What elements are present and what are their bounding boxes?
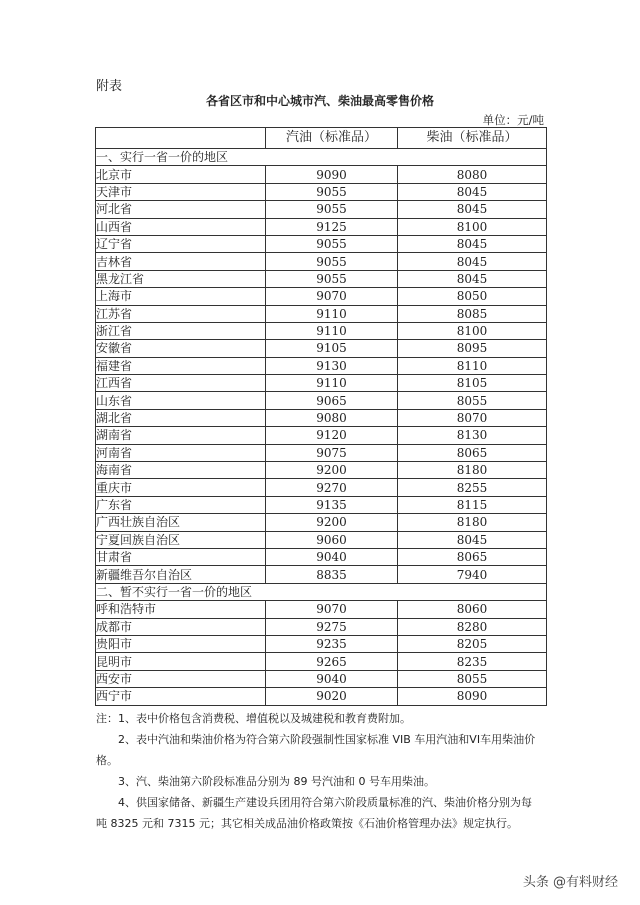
note-1: 注：1、表中价格包含消费税、增值税以及城建税和教育费附加。 — [96, 712, 411, 725]
diesel-price-cell: 8045 — [398, 201, 547, 218]
region-name-cell: 北京市 — [96, 166, 266, 183]
region-name-cell: 西安市 — [96, 670, 266, 687]
page-title: 各省区市和中心城市汽、柴油最高零售价格 — [205, 94, 434, 108]
table-row — [96, 253, 547, 270]
table-row — [96, 688, 547, 705]
diesel-price-cell: 8180 — [398, 514, 547, 531]
diesel-price-cell: 8235 — [398, 653, 547, 670]
gasoline-price-cell: 9070 — [266, 288, 398, 305]
table-row — [96, 201, 547, 218]
diesel-price-cell: 8130 — [398, 427, 547, 444]
diesel-price-cell: 8065 — [398, 548, 547, 565]
diesel-price-cell: 8070 — [398, 409, 547, 426]
section-row — [96, 583, 547, 600]
gasoline-price-cell: 9060 — [266, 531, 398, 548]
table-row — [96, 444, 547, 461]
table-row — [96, 375, 547, 392]
region-name-cell: 新疆维吾尔自治区 — [96, 566, 266, 583]
diesel-price-cell: 8115 — [398, 496, 547, 513]
region-name-cell: 海南省 — [96, 462, 266, 479]
gasoline-price-cell: 9105 — [266, 340, 398, 357]
region-name-cell: 上海市 — [96, 288, 266, 305]
region-name-cell: 广西壮族自治区 — [96, 514, 266, 531]
region-name-cell: 湖北省 — [96, 409, 266, 426]
diesel-price-cell: 8255 — [398, 479, 547, 496]
diesel-price-cell: 8090 — [398, 688, 547, 705]
gasoline-price-cell: 9125 — [266, 218, 398, 235]
table-row — [96, 409, 547, 426]
table-row — [96, 322, 547, 339]
gasoline-price-cell: 9070 — [266, 601, 398, 618]
table-row — [96, 305, 547, 322]
table-row — [96, 566, 547, 583]
diesel-price-cell: 8100 — [398, 322, 547, 339]
gasoline-price-cell: 9200 — [266, 462, 398, 479]
note-3: 3、汽、柴油第六阶段标准品分别为 89 号汽油和 0 号车用柴油。 — [118, 775, 435, 788]
region-name-cell: 呼和浩特市 — [96, 601, 266, 618]
table-row — [96, 670, 547, 687]
gasoline-price-cell: 9055 — [266, 270, 398, 287]
diesel-price-cell: 8050 — [398, 288, 547, 305]
table-row — [96, 635, 547, 652]
region-name-cell: 辽宁省 — [96, 235, 266, 252]
gasoline-price-cell: 9135 — [266, 496, 398, 513]
diesel-price-cell: 8095 — [398, 340, 547, 357]
table-row — [96, 618, 547, 635]
table-row — [96, 479, 547, 496]
diesel-price-cell: 8180 — [398, 462, 547, 479]
table-row — [96, 183, 547, 200]
diesel-price-cell: 8055 — [398, 670, 547, 687]
gasoline-price-cell: 9075 — [266, 444, 398, 461]
gasoline-price-cell: 9270 — [266, 479, 398, 496]
diesel-price-cell: 8065 — [398, 444, 547, 461]
appendix-label: 附表 — [96, 79, 123, 94]
region-name-cell: 江苏省 — [96, 305, 266, 322]
unit-label: 单位：元/吨 — [482, 113, 544, 127]
diesel-price-cell: 8080 — [398, 166, 547, 183]
diesel-price-cell: 8105 — [398, 375, 547, 392]
diesel-price-cell: 8110 — [398, 357, 547, 374]
diesel-price-cell: 8100 — [398, 218, 547, 235]
region-name-cell: 山西省 — [96, 218, 266, 235]
note-2-continued: 格。 — [96, 754, 118, 767]
gasoline-price-cell: 9040 — [266, 670, 398, 687]
table-row — [96, 653, 547, 670]
region-name-cell: 河南省 — [96, 444, 266, 461]
note-4: 4、供国家储备、新疆生产建设兵团用符合第六阶段质量标准的汽、柴油价格分别为每 — [118, 796, 532, 809]
diesel-price-cell: 8045 — [398, 531, 547, 548]
table-row — [96, 427, 547, 444]
note-4-continued: 吨 8325 元和 7315 元；其它相关成品油价格政策按《石油价格管理办法》规定执行。 — [96, 817, 518, 830]
region-name-cell: 黑龙江省 — [96, 270, 266, 287]
table-row — [96, 340, 547, 357]
watermark: 头条 @有料财经 — [522, 875, 618, 890]
table-row — [96, 601, 547, 618]
diesel-price-cell: 8205 — [398, 635, 547, 652]
table-row — [96, 357, 547, 374]
gasoline-price-cell: 9090 — [266, 166, 398, 183]
region-name-cell: 成都市 — [96, 618, 266, 635]
region-name-cell: 浙江省 — [96, 322, 266, 339]
diesel-price-cell: 8280 — [398, 618, 547, 635]
gasoline-price-cell: 9235 — [266, 635, 398, 652]
region-name-cell: 甘肃省 — [96, 548, 266, 565]
price-table — [95, 127, 547, 706]
region-name-cell: 宁夏回族自治区 — [96, 531, 266, 548]
gasoline-price-cell: 9110 — [266, 375, 398, 392]
table-row — [96, 235, 547, 252]
region-name-cell: 安徽省 — [96, 340, 266, 357]
gasoline-price-cell: 9065 — [266, 392, 398, 409]
diesel-price-cell: 8045 — [398, 183, 547, 200]
region-name-cell: 贵阳市 — [96, 635, 266, 652]
gasoline-price-cell: 9130 — [266, 357, 398, 374]
section-row — [96, 149, 547, 166]
notes — [96, 708, 546, 834]
gasoline-price-cell: 9020 — [266, 688, 398, 705]
table-header-row — [96, 128, 547, 149]
region-header — [96, 128, 266, 149]
region-name-cell: 昆明市 — [96, 653, 266, 670]
region-name-cell: 河北省 — [96, 201, 266, 218]
table-row — [96, 548, 547, 565]
diesel-price-cell: 8085 — [398, 305, 547, 322]
diesel-header: 柴油（标准品） — [398, 128, 547, 149]
gasoline-price-cell: 9120 — [266, 427, 398, 444]
gasoline-price-cell: 9040 — [266, 548, 398, 565]
gasoline-price-cell: 9200 — [266, 514, 398, 531]
gasoline-price-cell: 8835 — [266, 566, 398, 583]
table-row — [96, 166, 547, 183]
table-row — [96, 531, 547, 548]
section-label: 一、实行一省一价的地区 — [96, 149, 547, 166]
table-row — [96, 462, 547, 479]
diesel-price-cell: 8045 — [398, 253, 547, 270]
gasoline-header: 汽油（标准品） — [266, 128, 398, 149]
gasoline-price-cell: 9275 — [266, 618, 398, 635]
gasoline-price-cell: 9110 — [266, 322, 398, 339]
gasoline-price-cell: 9055 — [266, 201, 398, 218]
region-name-cell: 广东省 — [96, 496, 266, 513]
diesel-price-cell: 8045 — [398, 270, 547, 287]
table-row — [96, 496, 547, 513]
section-label: 二、暂不实行一省一价的地区 — [96, 583, 547, 600]
gasoline-price-cell: 9055 — [266, 253, 398, 270]
region-name-cell: 天津市 — [96, 183, 266, 200]
diesel-price-cell: 8045 — [398, 235, 547, 252]
table-row — [96, 392, 547, 409]
gasoline-price-cell: 9110 — [266, 305, 398, 322]
gasoline-price-cell: 9080 — [266, 409, 398, 426]
table-row — [96, 514, 547, 531]
table-row — [96, 218, 547, 235]
gasoline-price-cell: 9055 — [266, 235, 398, 252]
table-row — [96, 270, 547, 287]
diesel-price-cell: 8055 — [398, 392, 547, 409]
region-name-cell: 西宁市 — [96, 688, 266, 705]
gasoline-price-cell: 9265 — [266, 653, 398, 670]
table-body — [96, 149, 547, 706]
table-row — [96, 288, 547, 305]
region-name-cell: 江西省 — [96, 375, 266, 392]
diesel-price-cell: 7940 — [398, 566, 547, 583]
region-name-cell: 湖南省 — [96, 427, 266, 444]
region-name-cell: 吉林省 — [96, 253, 266, 270]
diesel-price-cell: 8060 — [398, 601, 547, 618]
region-name-cell: 重庆市 — [96, 479, 266, 496]
region-name-cell: 福建省 — [96, 357, 266, 374]
note-2: 2、表中汽油和柴油价格为符合第六阶段强制性国家标准 VIB 车用汽油和VI车用柴油价 — [118, 733, 536, 746]
region-name-cell: 山东省 — [96, 392, 266, 409]
gasoline-price-cell: 9055 — [266, 183, 398, 200]
